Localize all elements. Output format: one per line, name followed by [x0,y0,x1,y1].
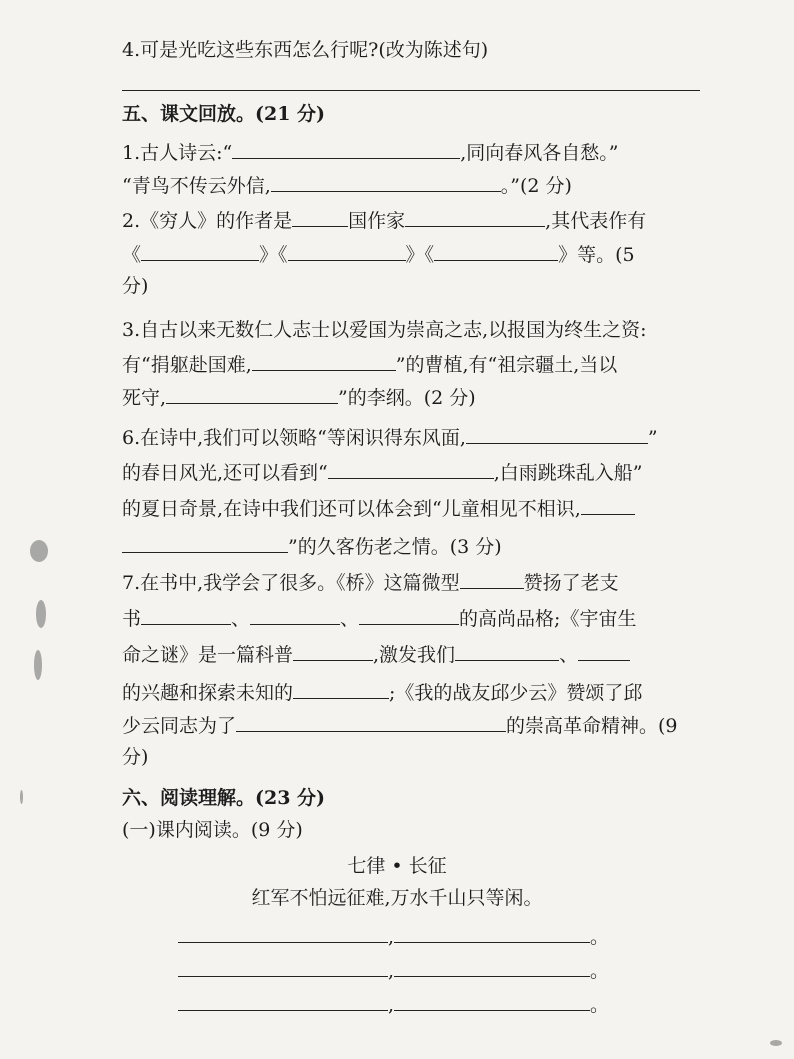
answer-blank[interactable] [434,242,558,261]
answer-blank[interactable] [166,385,338,404]
text: 。 [590,994,610,1016]
answer-blank[interactable] [455,642,559,661]
text: 。 [590,960,610,982]
text: 2.《穷人》的作者是 [122,210,293,232]
s5-q6-line4 [122,534,502,559]
text: 《 [122,244,142,266]
text: 的兴趣和探索未知的 [122,682,294,704]
s5-q7-line1 [122,570,619,595]
answer-blank[interactable] [178,992,388,1011]
scan-smudge [30,540,48,562]
s5-q3-line3 [122,385,476,410]
poem-line1: 红军不怕远征难,万水千山只等闲。 [251,887,543,909]
text: 等。(5 [577,244,635,266]
text: 6.在诗中,我们可以领略“等闲识得东风面, [122,427,466,449]
text: ”的李纲。(2 分) [338,387,476,409]
text: ”的久客伤老之情。(3 分) [288,536,502,558]
s5-q7-line4 [122,680,642,705]
text: ” [647,427,658,449]
text: ;《我的战友邱少云》赞颂了邱 [389,682,643,704]
s5-q7-line5 [122,713,678,738]
text: 的高尚品格;《宇宙生 [459,608,637,630]
text: 赞扬了老支 [523,572,619,594]
poem-title: 七律 • 长征 [347,855,447,877]
answer-blank[interactable] [252,352,396,371]
text: 、 [559,644,579,666]
s5-q7-line2 [122,606,636,631]
answer-blank[interactable] [581,496,635,515]
s5-q2-line3: 分) [122,275,149,297]
answer-blank[interactable] [288,242,406,261]
text: 》 [259,244,279,266]
text: 国作家 [348,210,406,232]
s5-q2-line2 [122,242,635,267]
text: 命之谜》是一篇科普 [122,644,294,666]
text: 。 [590,926,610,948]
q4-answer-line[interactable] [122,90,700,91]
answer-blank[interactable] [122,534,288,553]
answer-blank[interactable] [141,606,231,625]
answer-blank[interactable] [394,958,590,977]
text: 《 [278,244,288,266]
text: 《 [424,244,435,266]
text: “青鸟不传云外信, [122,175,271,197]
scan-smudge [20,790,23,804]
text: 死守, [122,387,167,409]
poem-blank-row [178,992,609,1017]
s5-q2-line1 [122,208,646,233]
section5-title: 五、课文回放。(21 分) [122,103,326,125]
scan-smudge [770,1040,782,1046]
answer-blank[interactable] [466,425,648,444]
text: 。”(2 分) [500,175,572,197]
answer-blank[interactable] [394,992,590,1011]
text: 7.在书中,我学会了很多。《桥》这篇微型 [122,572,460,594]
s5-q1-line2 [122,173,572,198]
text: ”的曹植,有“祖宗疆土,当以 [395,354,618,376]
text: , [388,960,395,982]
s5-q6-line1 [122,425,658,450]
poem-blank-row [178,924,609,949]
text: 、 [231,608,251,630]
s5-q3-line1: 3.自古以来无数仁人志士以爱国为崇高之志,以报国为终生之资: [122,319,647,341]
text: 、 [340,608,360,630]
text: , [388,994,395,1016]
s5-q3-line2 [122,352,617,377]
answer-blank[interactable] [141,242,259,261]
answer-blank[interactable] [328,460,494,479]
text: 》 [558,244,578,266]
answer-blank[interactable] [293,680,389,699]
section6-title: 六、阅读理解。(23 分) [122,787,326,809]
text: ,激发我们 [373,644,456,666]
s5-q6-line3 [122,496,635,521]
text: 有“捐躯赴国难, [122,354,252,376]
answer-blank[interactable] [394,924,590,943]
poem-blank-row [178,958,609,983]
answer-blank[interactable] [178,958,388,977]
answer-blank[interactable] [292,208,348,227]
text: 书 [122,608,142,630]
answer-blank[interactable] [359,606,459,625]
text: ,白雨跳珠乱入船” [493,462,643,484]
text: 的春日风光,还可以看到“ [122,462,328,484]
answer-blank[interactable] [236,713,506,732]
s5-q7-line3 [122,642,630,667]
q4-text: 4.可是光吃这些东西怎么行呢?(改为陈述句) [122,39,489,61]
s5-q6-line2 [122,460,643,485]
answer-blank[interactable] [271,173,501,192]
text: 的夏日奇景,在诗中我们还可以体会到“儿童相见不相识, [122,498,581,520]
text: , [388,926,395,948]
text: 》 [405,244,425,266]
answer-blank[interactable] [178,924,388,943]
text: 少云同志为了 [122,715,237,737]
text: 1.古人诗云:“ [122,142,233,164]
answer-blank[interactable] [578,642,630,661]
answer-blank[interactable] [293,642,373,661]
text: ,其代表作有 [545,210,647,232]
scan-smudge [34,650,42,680]
s5-q1-line1 [122,140,619,165]
answer-blank[interactable] [250,606,340,625]
text: 的崇高革命精神。(9 [506,715,678,737]
answer-blank[interactable] [460,570,524,589]
text: ,同向春风各自愁。” [460,142,619,164]
answer-blank[interactable] [405,208,545,227]
s5-q7-line6: 分) [122,746,149,768]
scan-smudge [36,600,46,628]
q4-rewrite [122,38,488,62]
answer-blank[interactable] [232,140,460,159]
section6-sub1: (一)课内阅读。(9 分) [122,819,303,841]
